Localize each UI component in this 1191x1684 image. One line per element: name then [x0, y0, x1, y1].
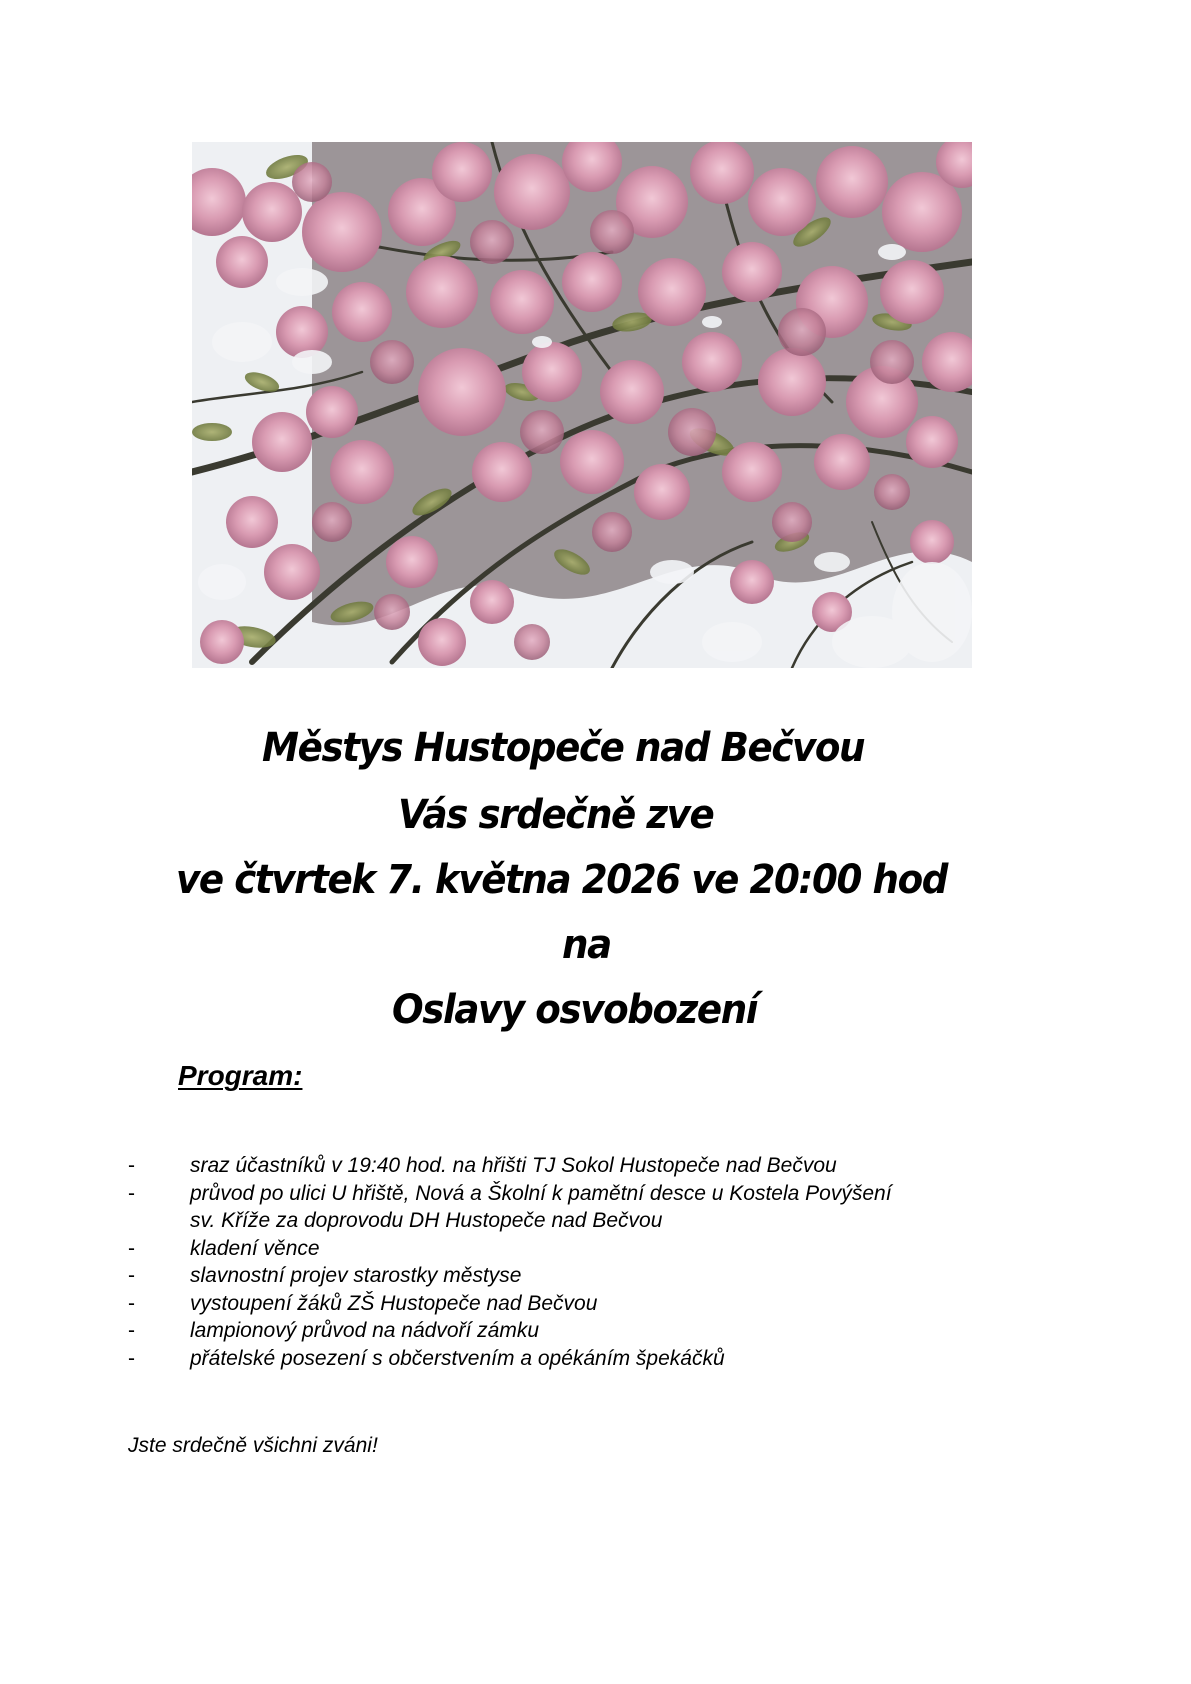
- program-item: [128, 1262, 1028, 1290]
- program-item-text: lampionový průvod na nádvoří zámku: [190, 1319, 540, 1342]
- cherry-blossom-photo: [192, 142, 972, 668]
- bullet-dash: -: [128, 1264, 135, 1287]
- program-item: [128, 1152, 1028, 1180]
- program-item: [128, 1345, 1028, 1373]
- program-item: [128, 1180, 1028, 1235]
- program-item-text: vystoupení žáků ZŠ Hustopeče nad Bečvou: [190, 1291, 598, 1315]
- bullet-dash: -: [128, 1181, 135, 1205]
- closing-line: Jste srdečně všichni zváni!: [128, 1434, 378, 1457]
- program-item-text: přátelské posezení s občerstvením a opékáním špekáčků: [190, 1346, 725, 1370]
- program-item: [128, 1290, 1028, 1318]
- program-item: [128, 1317, 1028, 1345]
- program-item-text: průvod po ulici U hřiště, Nová a Školní k pamětní desce u Kostela Povýšení: [190, 1181, 892, 1205]
- program-item-continuation: sv. Kříže za doprovodu DH Hustopeče nad Bečvou: [190, 1209, 663, 1232]
- program-item-text: slavnostní projev starostky městyse: [190, 1264, 522, 1287]
- bullet-dash: -: [128, 1154, 135, 1177]
- blossom-illustration: [192, 142, 972, 668]
- bullet-dash: -: [128, 1236, 135, 1260]
- headline-event-name: Oslavy osvobození: [392, 987, 758, 1033]
- bullet-dash: -: [128, 1346, 135, 1370]
- headline-organizer: Městys Hustopeče nad Bečvou: [262, 725, 865, 771]
- bullet-dash: -: [128, 1319, 135, 1342]
- program-list: [128, 1152, 1028, 1372]
- headline-connector: na: [562, 922, 611, 968]
- program-heading: Program:: [178, 1060, 303, 1091]
- program-item-text: sraz účastníků v 19:40 hod. na hřišti TJ Sokol Hustopeče nad Bečvou: [190, 1154, 837, 1177]
- program-item: [128, 1235, 1028, 1263]
- headline-invitation: Vás srdečně zve: [398, 792, 714, 838]
- headline-date-time: ve čtvrtek 7. května 2026 ve 20:00 hod: [176, 857, 948, 903]
- bullet-dash: -: [128, 1291, 135, 1315]
- program-item-text: kladení věnce: [190, 1236, 320, 1260]
